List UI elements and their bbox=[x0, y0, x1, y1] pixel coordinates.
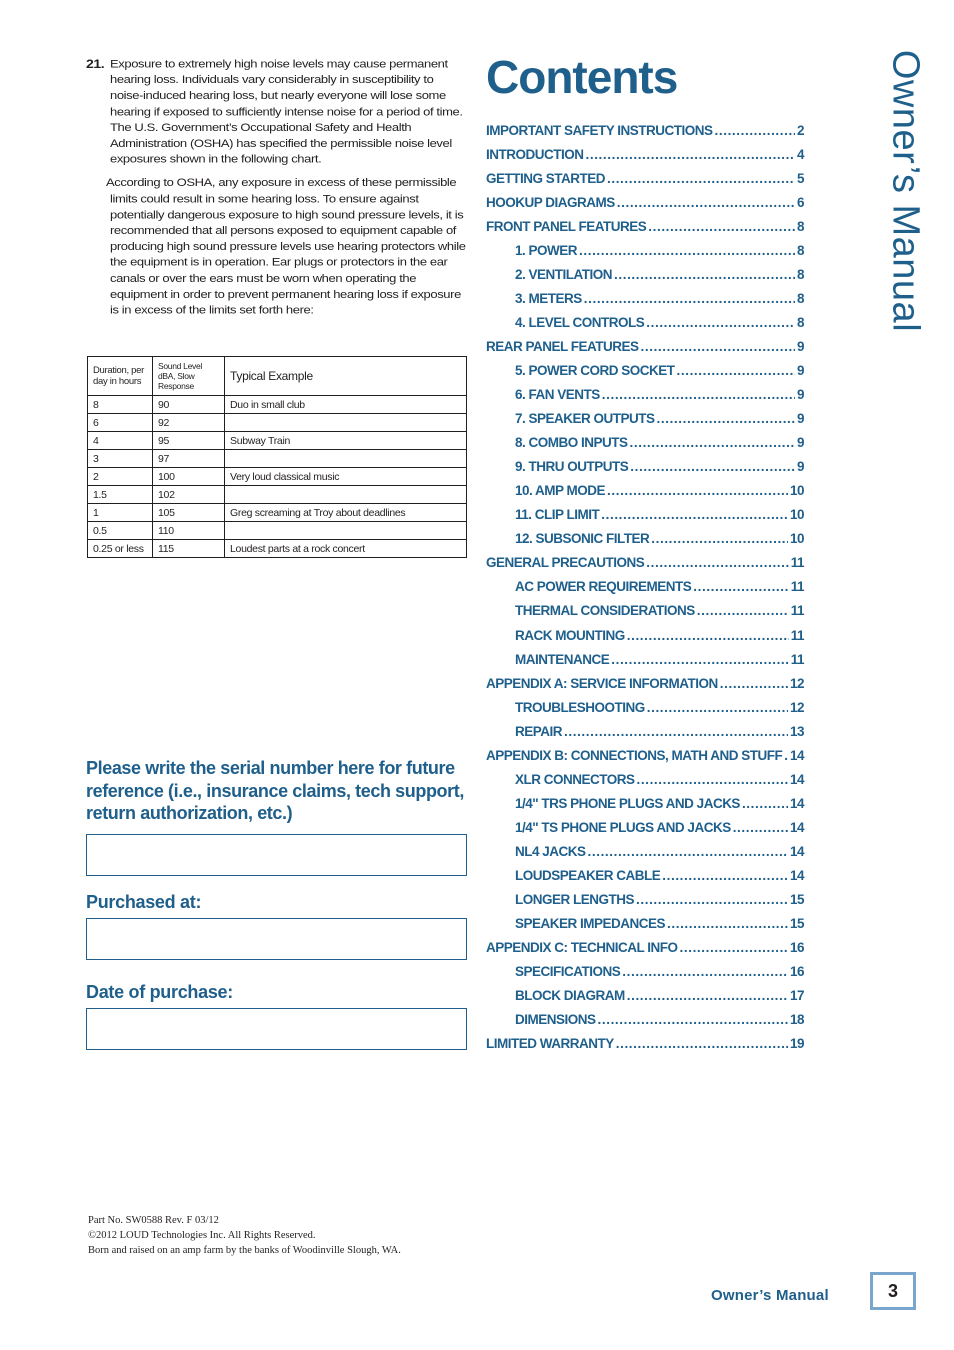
toc-entry-page: 19 bbox=[789, 1036, 804, 1052]
toc-entry-title: NL4 JACKS bbox=[515, 843, 586, 859]
toc-leader-dots bbox=[646, 315, 795, 330]
toc-entry-title: 10. AMP MODE bbox=[515, 483, 606, 499]
toc-entry-title: SPECIFICATIONS bbox=[515, 964, 621, 980]
duration-cell: 0.25 or less bbox=[88, 540, 153, 558]
copyright: ©2012 LOUD Technologies Inc. All Rights Reserved. bbox=[88, 1230, 316, 1241]
toc-entry[interactable] bbox=[486, 671, 804, 695]
toc-entry-title: 8. COMBO INPUTS bbox=[515, 435, 628, 451]
example-cell bbox=[225, 486, 467, 504]
table-row bbox=[88, 486, 467, 504]
toc-entry-title: APPENDIX A: SERVICE INFORMATION bbox=[486, 675, 718, 691]
toc-leader-dots bbox=[648, 219, 795, 234]
toc-entry-page: 16 bbox=[789, 964, 804, 980]
sound-level-cell: 92 bbox=[153, 414, 225, 432]
toc-entry-page: 14 bbox=[789, 819, 804, 835]
table-row bbox=[88, 414, 467, 432]
duration-cell: 8 bbox=[88, 396, 153, 414]
toc-leader-dots bbox=[662, 868, 788, 883]
toc-entry[interactable] bbox=[486, 479, 804, 503]
toc-entry-page: 18 bbox=[789, 1012, 804, 1028]
duration-cell: 1.5 bbox=[88, 486, 153, 504]
toc-leader-dots bbox=[715, 123, 795, 138]
toc-entry-page: 8 bbox=[796, 290, 804, 306]
toc-entry[interactable] bbox=[486, 214, 804, 238]
toc-leader-dots bbox=[617, 195, 795, 210]
sound-level-cell: 110 bbox=[153, 522, 225, 540]
toc-entry[interactable] bbox=[486, 262, 804, 286]
toc-entry-title: APPENDIX C: TECHNICAL INFO bbox=[486, 940, 678, 956]
toc-entry-page: 11 bbox=[790, 651, 804, 667]
toc-entry-page: 4 bbox=[796, 146, 804, 162]
toc-leader-dots bbox=[630, 459, 795, 474]
toc-entry-page: 11 bbox=[790, 579, 804, 595]
toc-entry-title: XLR CONNECTORS bbox=[515, 771, 635, 787]
toc-leader-dots bbox=[647, 700, 788, 715]
toc-entry[interactable] bbox=[486, 767, 804, 791]
table-row bbox=[88, 504, 467, 522]
toc-entry-page: 14 bbox=[789, 795, 804, 811]
toc-leader-dots bbox=[636, 892, 788, 907]
example-cell bbox=[225, 522, 467, 540]
part-number: Part No. SW0588 Rev. F 03/12 bbox=[88, 1215, 219, 1226]
toc-entry-page: 8 bbox=[796, 218, 804, 234]
legal-footer bbox=[88, 1213, 401, 1258]
toc-entry-page: 8 bbox=[796, 242, 804, 258]
toc-entry[interactable] bbox=[486, 647, 804, 671]
toc-leader-dots bbox=[627, 988, 788, 1003]
footer-manual-label: Owner’s Manual bbox=[711, 1287, 829, 1304]
toc-entry-page: 12 bbox=[789, 675, 804, 691]
toc-entry-title: GENERAL PRECAUTIONS bbox=[486, 555, 645, 571]
toc-entry-page: 14 bbox=[789, 867, 804, 883]
toc-entry-page: 11 bbox=[790, 627, 804, 643]
toc-leader-dots bbox=[598, 1012, 788, 1027]
tagline: Born and raised on an amp farm by the banks of Woodinville Slough, WA. bbox=[88, 1245, 401, 1256]
hearing-notice bbox=[86, 56, 467, 356]
toc-entry-page: 9 bbox=[796, 411, 804, 427]
duration-cell: 6 bbox=[88, 414, 153, 432]
toc-entry-title: 1/4" TRS PHONE PLUGS AND JACKS bbox=[515, 795, 740, 811]
toc-entry[interactable] bbox=[486, 551, 804, 575]
toc-entry-page: 10 bbox=[789, 483, 804, 499]
toc-leader-dots bbox=[784, 748, 788, 763]
toc-leader-dots bbox=[697, 603, 789, 618]
toc-entry-page: 9 bbox=[796, 338, 804, 354]
toc-entry[interactable] bbox=[486, 527, 804, 551]
toc-entry-page: 8 bbox=[796, 314, 804, 330]
header-sound-level: Sound Level dBA, Slow Response bbox=[153, 357, 225, 396]
example-cell: Very loud classical music bbox=[225, 468, 467, 486]
example-cell: Loudest parts at a rock concert bbox=[225, 540, 467, 558]
toc-entry-title: MAINTENANCE bbox=[515, 651, 610, 667]
toc-entry-page: 8 bbox=[796, 266, 804, 282]
serial-number-field[interactable] bbox=[86, 834, 467, 876]
toc-leader-dots bbox=[657, 411, 795, 426]
toc-entry-title: 2. VENTILATION bbox=[515, 266, 613, 282]
toc-leader-dots bbox=[588, 844, 788, 859]
toc-entry-title: REAR PANEL FEATURES bbox=[486, 338, 639, 354]
toc-leader-dots bbox=[646, 555, 788, 570]
table-row bbox=[88, 522, 467, 540]
toc-leader-dots bbox=[584, 291, 795, 306]
toc-entry[interactable] bbox=[486, 407, 804, 431]
example-cell bbox=[225, 414, 467, 432]
toc-entry[interactable] bbox=[486, 334, 804, 358]
toc-leader-dots bbox=[733, 820, 788, 835]
toc-entry-title: 11. CLIP LIMIT bbox=[515, 507, 600, 523]
toc-leader-dots bbox=[616, 1036, 788, 1051]
toc-leader-dots bbox=[607, 171, 795, 186]
toc-leader-dots bbox=[641, 339, 795, 354]
item-paragraph-1: Exposure to extremely high noise levels may cause permanent hearing loss. Individuals vary considerably in susceptibility to noise-induced hearing loss, but nearly everyone will lose some hearing if exposed to sufficiently intense noise for a period of time. The U.S. Government’s Occupational Safety and Health Administration (OSHA) has specified the permissible noise level exposures shown in the following chart. bbox=[110, 56, 463, 166]
toc-entry-page: 12 bbox=[789, 699, 804, 715]
toc-entry-title: FRONT PANEL FEATURES bbox=[486, 218, 647, 234]
item-21 bbox=[86, 56, 467, 318]
toc-entry-title: LONGER LENGTHS bbox=[515, 892, 635, 908]
toc-entry[interactable] bbox=[486, 190, 804, 214]
toc-entry-title: 4. LEVEL CONTROLS bbox=[515, 314, 645, 330]
toc-leader-dots bbox=[720, 676, 788, 691]
toc-entry-title: INTRODUCTION bbox=[486, 146, 584, 162]
toc-entry-title: 5. POWER CORD SOCKET bbox=[515, 362, 675, 378]
toc-entry-page: 9 bbox=[796, 362, 804, 378]
toc-entry-page: 17 bbox=[789, 988, 804, 1004]
toc-entry-title: APPENDIX B: CONNECTIONS, MATH AND STUFF bbox=[486, 747, 783, 763]
item-paragraph-2: According to OSHA, any exposure in excess of these permissible limits could result in some hearing loss. To ensure against potentially dangerous exposure to high sound pressure levels, it is recommended that all persons exposed to equipment capable of producing high sound pressure levels use hearing protectors while the equipment is in operation. Ear plugs or protectors in the ear canals or over the ears must be worn when operating the equipment in order to prevent permanent hearing loss if exposure is in excess of the limits set forth here: bbox=[106, 175, 466, 317]
toc-entry-page: 6 bbox=[796, 194, 804, 210]
sound-level-cell: 100 bbox=[153, 468, 225, 486]
toc-entry[interactable] bbox=[486, 503, 804, 527]
toc-entry[interactable] bbox=[486, 238, 804, 262]
toc-entry[interactable] bbox=[486, 888, 804, 912]
toc-entry[interactable] bbox=[486, 575, 804, 599]
toc-entry[interactable] bbox=[486, 912, 804, 936]
purchased-at-field[interactable] bbox=[86, 918, 467, 960]
toc-leader-dots bbox=[637, 772, 788, 787]
toc-entry[interactable] bbox=[486, 815, 804, 839]
sound-level-cell: 102 bbox=[153, 486, 225, 504]
table-row bbox=[88, 450, 467, 468]
page-number-box bbox=[870, 1272, 916, 1310]
toc-leader-dots bbox=[630, 435, 795, 450]
toc-entry[interactable] bbox=[486, 743, 804, 767]
table-row bbox=[88, 540, 467, 558]
toc-entry-title: 3. METERS bbox=[515, 290, 582, 306]
toc-entry[interactable] bbox=[486, 310, 804, 334]
toc-entry[interactable] bbox=[486, 960, 804, 984]
toc-entry-title: HOOKUP DIAGRAMS bbox=[486, 194, 615, 210]
table-row bbox=[88, 432, 467, 450]
side-title bbox=[883, 49, 927, 333]
toc-entry-page: 5 bbox=[796, 170, 804, 186]
toc-entry[interactable] bbox=[486, 599, 804, 623]
toc-entry-title: TROUBLESHOOTING bbox=[515, 699, 645, 715]
toc-entry-title: 6. FAN VENTS bbox=[515, 387, 600, 403]
toc-entry-page: 10 bbox=[789, 507, 804, 523]
toc-entry-title: 1. POWER bbox=[515, 242, 578, 258]
toc-entry[interactable] bbox=[486, 431, 804, 455]
toc-entry-title: 7. SPEAKER OUTPUTS bbox=[515, 411, 655, 427]
table-of-contents bbox=[486, 118, 804, 1056]
example-cell: Duo in small club bbox=[225, 396, 467, 414]
toc-entry[interactable] bbox=[486, 166, 804, 190]
example-cell: Greg screaming at Troy about deadlines bbox=[225, 504, 467, 522]
toc-entry[interactable] bbox=[486, 623, 804, 647]
contents-title: Contents bbox=[486, 51, 678, 103]
header-duration: Duration, per day in hours bbox=[88, 357, 153, 396]
toc-entry-title: GETTING STARTED bbox=[486, 170, 605, 186]
toc-entry[interactable] bbox=[486, 1032, 804, 1056]
duration-cell: 2 bbox=[88, 468, 153, 486]
toc-entry-page: 15 bbox=[789, 916, 804, 932]
purchased-at-label: Purchased at: bbox=[86, 892, 202, 912]
sound-level-cell: 95 bbox=[153, 432, 225, 450]
example-cell: Subway Train bbox=[225, 432, 467, 450]
duration-cell: 1 bbox=[88, 504, 153, 522]
toc-leader-dots bbox=[579, 243, 795, 258]
toc-entry[interactable] bbox=[486, 358, 804, 382]
table-row bbox=[88, 468, 467, 486]
noise-exposure-table bbox=[87, 356, 467, 558]
toc-entry-page: 15 bbox=[789, 892, 804, 908]
toc-entry[interactable] bbox=[486, 142, 804, 166]
toc-entry-title: THERMAL CONSIDERATIONS bbox=[515, 603, 695, 619]
duration-cell: 0.5 bbox=[88, 522, 153, 540]
toc-leader-dots bbox=[622, 964, 788, 979]
toc-entry-title: IMPORTANT SAFETY INSTRUCTIONS bbox=[486, 122, 713, 138]
toc-entry-page: 2 bbox=[796, 122, 804, 138]
toc-entry-page: 11 bbox=[790, 603, 804, 619]
toc-leader-dots bbox=[607, 483, 788, 498]
toc-entry-title: AC POWER REQUIREMENTS bbox=[515, 579, 692, 595]
toc-entry[interactable] bbox=[486, 286, 804, 310]
toc-entry-page: 9 bbox=[796, 387, 804, 403]
toc-leader-dots bbox=[651, 531, 788, 546]
table-header-row bbox=[88, 357, 467, 396]
toc-entry[interactable] bbox=[486, 984, 804, 1008]
toc-entry[interactable] bbox=[486, 455, 804, 479]
toc-leader-dots bbox=[586, 147, 795, 162]
toc-entry-title: DIMENSIONS bbox=[515, 1012, 596, 1028]
toc-leader-dots bbox=[677, 363, 795, 378]
page-number: 3 bbox=[873, 1275, 913, 1307]
toc-entry[interactable] bbox=[486, 839, 804, 863]
example-cell bbox=[225, 450, 467, 468]
toc-entry-title: 9. THRU OUTPUTS bbox=[515, 459, 629, 475]
sound-level-cell: 105 bbox=[153, 504, 225, 522]
toc-entry[interactable] bbox=[486, 118, 804, 142]
toc-entry-page: 9 bbox=[796, 435, 804, 451]
sound-level-cell: 115 bbox=[153, 540, 225, 558]
table-row bbox=[88, 396, 467, 414]
toc-entry[interactable] bbox=[486, 383, 804, 407]
toc-entry-page: 14 bbox=[789, 843, 804, 859]
toc-entry-title: 1/4" TS PHONE PLUGS AND JACKS bbox=[515, 819, 731, 835]
table-body bbox=[88, 396, 467, 558]
toc-entry-page: 11 bbox=[790, 555, 804, 571]
toc-entry-title: BLOCK DIAGRAM bbox=[515, 988, 625, 1004]
toc-leader-dots bbox=[602, 387, 795, 402]
header-typical-example: Typical Example bbox=[225, 357, 467, 396]
toc-entry-page: 10 bbox=[789, 531, 804, 547]
toc-entry-page: 14 bbox=[789, 747, 804, 763]
toc-entry[interactable] bbox=[486, 936, 804, 960]
side-title-text: Owner’s Manual bbox=[884, 49, 927, 333]
toc-leader-dots bbox=[614, 267, 795, 282]
toc-leader-dots bbox=[627, 628, 789, 643]
toc-entry-title: SPEAKER IMPEDANCES bbox=[515, 916, 666, 932]
toc-leader-dots bbox=[564, 724, 788, 739]
toc-entry[interactable] bbox=[486, 719, 804, 743]
toc-leader-dots bbox=[611, 652, 788, 667]
toc-entry-page: 16 bbox=[789, 940, 804, 956]
toc-entry[interactable] bbox=[486, 863, 804, 887]
serial-number-heading: Please write the serial number here for future reference (i.e., insurance claims, tech support, return authorization, etc.) bbox=[86, 758, 464, 823]
toc-leader-dots bbox=[667, 916, 788, 931]
toc-entry-title: REPAIR bbox=[515, 723, 563, 739]
sound-level-cell: 90 bbox=[153, 396, 225, 414]
item-number: 21. bbox=[86, 56, 105, 71]
duration-cell: 3 bbox=[88, 450, 153, 468]
toc-entry[interactable] bbox=[486, 1008, 804, 1032]
toc-leader-dots bbox=[742, 796, 788, 811]
toc-entry-page: 9 bbox=[796, 459, 804, 475]
toc-leader-dots bbox=[693, 579, 788, 594]
date-of-purchase-field[interactable] bbox=[86, 1008, 467, 1050]
sound-level-cell: 97 bbox=[153, 450, 225, 468]
toc-entry-page: 14 bbox=[789, 771, 804, 787]
toc-entry[interactable] bbox=[486, 791, 804, 815]
toc-leader-dots bbox=[680, 940, 788, 955]
toc-entry-title: LIMITED WARRANTY bbox=[486, 1036, 614, 1052]
toc-entry-title: 12. SUBSONIC FILTER bbox=[515, 531, 650, 547]
toc-entry-title: RACK MOUNTING bbox=[515, 627, 625, 643]
toc-entry-title: LOUDSPEAKER CABLE bbox=[515, 867, 661, 883]
toc-entry-page: 13 bbox=[789, 723, 804, 739]
toc-leader-dots bbox=[601, 507, 788, 522]
duration-cell: 4 bbox=[88, 432, 153, 450]
date-of-purchase-label: Date of purchase: bbox=[86, 982, 233, 1002]
toc-entry[interactable] bbox=[486, 695, 804, 719]
